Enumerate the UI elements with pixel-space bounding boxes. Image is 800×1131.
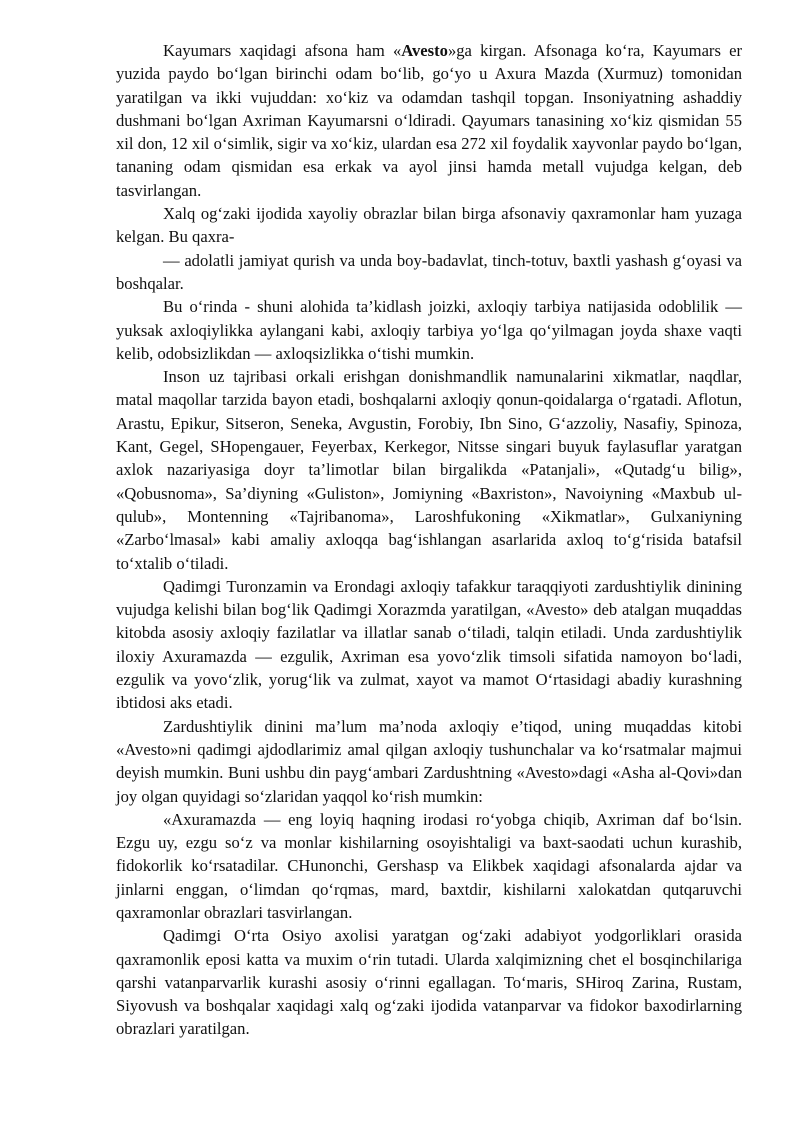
paragraph-axuramazda-quote: «Axuramazda — eng loyiq haqning irodasi ro‘yobga chiqib, Axriman daf bo‘lsin. Ezgu uy, ezgu so‘z va monlar kishilarning osoyishtaligi va baxt-saodati uchun kurashib, fidokorlik ko‘rsatadilar. CHunonchi, Gershasp va Elikbek xaqidagi afsonalarda ajdar va jinlarni enggan, o‘limdan qo‘rqmas, mard, baxtdir, kishilarni xalokatdan qutqaruvchi qaxramonlar obrazlari tasvirlangan. — [116, 809, 742, 922]
paragraph-folk-heroes: Xalq og‘zaki ijodida xayoliy obrazlar bilan birga afsonaviy qaxramonlar ham yuzaga kelgan. Bu qaxra- — [116, 204, 742, 247]
avesto-bold: Avesto — [401, 41, 448, 60]
paragraph-just-society: — adolatli jamiyat qurish va unda boy-badavlat, tinch-totuv, baxtli yashash g‘oyasi va boshqalar. — [116, 250, 742, 293]
document-page — [116, 39, 742, 1041]
paragraph-kayumars — [116, 39, 742, 202]
paragraph-text: Kayumars xaqidagi afsona ham « — [163, 41, 402, 60]
paragraph-moral-upbringing: Bu o‘rinda - shuni alohida ta’kidlash joizki, axloqiy tarbiya natijasida odoblilik — yuksak axloqiylikka aylangani kabi, axloqiy tarbiya yo‘lga qo‘yilmagan joyda shaxe vaqti kelib, odobsizlikdan — axloqsizlikka o‘tishi mumkin. — [116, 297, 742, 363]
paragraph-heroic-epos: Qadimgi O‘rta Osiyo axolisi yaratgan og‘zaki adabiyot yodgorliklari orasida qaxramonlik eposi katta va muxim o‘rin tutadi. Ularda xalqimizning chet el bosqinchilariga qarshi vatanparvarlik kurashi asosiy o‘rinni egallagan. To‘maris, SHiroq Zarina, Rustam, Siyovush va boshqalar xaqidagi xalq og‘zaki ijodida vatanparvar va fidokor baxodirlarning obrazlari yaratilgan. — [116, 926, 742, 1039]
paragraph-wisdom-philosophers: Inson uz tajribasi orkali erishgan donishmandlik namunalarini xikmatlar, naqdlar, matal maqollar tarzida bayon etadi, boshqalarni axloqiy qonun-qoidalarga o‘rgatadi. Aflotun, Arastu, Epikur, Sitseron, Seneka, Avgustin, Forobiy, Ibn Sino, G‘azzoliy, Nasafiy, Spinoza, Kant, Gegel, SHopengauer, Feyerbax, Kerkegor, Nitsse singari buyuk faylasuflar yaratgan axlok nazariyasiga doyr ta’limotlar bilan birgalikda «Patanjali», «Qutadg‘u bilig», «Qobusnoma», Sa’diyning «Guliston», Jomiyning «Baxriston», Navoiyning «Maxbub ul-qulub», Montenning «Tajribanoma», Laroshfukoning «Xikmatlar», Gulxaniyning «Zarbo‘lmasal» kabi amaliy axloqqa bag‘ishlangan asarlarida axloq to‘g‘risida batafsil to‘xtalib o‘tiladi. — [116, 367, 742, 573]
paragraph-zoroastrianism-origin: Qadimgi Turonzamin va Erondagi axloqiy tafakkur taraqqiyoti zardushtiylik dinining vujudga kelishi bilan bog‘lik Qadimgi Xorazmda yaratilgan, «Avesto» deb atalgan muqaddas kitobda asosiy axloqiy fazilatlar va illatlar sanab o‘tiladi, talqin etiladi. Unda zardushtiylik iloxiy Axuramazda — ezgulik, Axriman esa yovo‘zlik timsoli sifatida namoyon bo‘ladi, ezgulik va yovo‘zlik, yorug‘lik va zulmat, xayot va mamot O‘rtasidagi abadiy kurashning ibtidosi aks etadi. — [116, 576, 742, 713]
paragraph-avesto-ethics: Zardushtiylik dinini ma’lum ma’noda axloqiy e’tiqod, uning muqaddas kitobi «Avesto»ni qadimgi ajdodlarimiz amal qilgan axloqiy tushunchalar va ko‘rsatmalar majmui deyish mumkin. Buni ushbu din payg‘ambari Zardushtning «Avesto»dagi «Asha al-Qovi»dan joy olgan quyidagi so‘zlaridan yaqqol ko‘rish mumkin: — [116, 716, 742, 806]
paragraph-text: »ga kirgan. Afsonaga ko‘ra, Kayumars er yuzida paydo bo‘lgan birinchi odam bo‘lib, go‘yo u Axura Mazda (Xurmuz) tomonidan yaratilgan va ikki vujuddan: xo‘kiz va odamdan tashqil topgan. Insoniyatning ashaddiy dushmani bo‘lgan Axriman Kayumarsni o‘ldiradi. Qayumars tanasining xo‘kiz qismidan 55 xil don, 12 xil o‘simlik, sigir va xo‘kiz, ulardan esa 272 xil foydalik xayvonlar paydo bo‘lgan, tananing odam qismidan esa erkak va ayol jinsi hamda metall vujudga kelgan, deb tasvirlangan. — [116, 41, 742, 200]
